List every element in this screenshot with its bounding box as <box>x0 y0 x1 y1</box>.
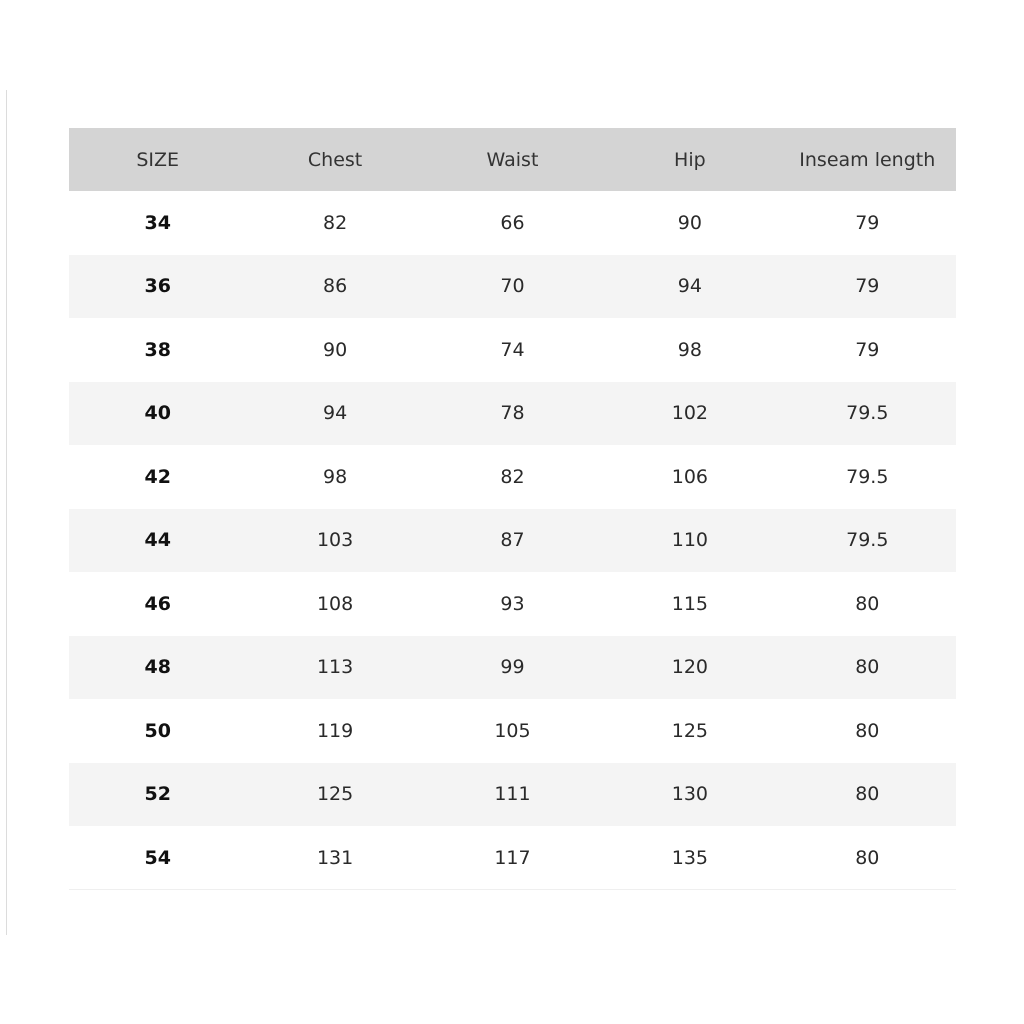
table-row <box>69 699 956 763</box>
table-row <box>69 191 956 255</box>
cell-chest: 108 <box>316 592 354 615</box>
table-row <box>69 826 956 890</box>
table-row <box>69 636 956 700</box>
cell-chest: 82 <box>322 211 348 234</box>
cell-size: 36 <box>144 275 171 298</box>
column-header-hip: Hip <box>674 148 706 171</box>
cell-chest: 119 <box>316 719 354 742</box>
cell-inseam-length: 79.5 <box>846 529 889 552</box>
table-row <box>69 509 956 573</box>
cell-chest: 98 <box>322 465 348 488</box>
size-chart-table <box>69 128 956 890</box>
cell-size: 42 <box>144 465 171 488</box>
cell-inseam-length: 80 <box>855 846 880 869</box>
cell-waist: 87 <box>500 529 525 552</box>
table-row <box>69 572 956 636</box>
cell-chest: 103 <box>316 529 354 552</box>
cell-size: 46 <box>144 592 171 615</box>
cell-size: 50 <box>144 719 171 742</box>
header-row <box>69 128 956 191</box>
cell-chest: 86 <box>322 275 348 298</box>
cell-hip: 120 <box>671 656 708 679</box>
table-row <box>69 382 956 446</box>
table-row <box>69 763 956 827</box>
cell-size: 34 <box>144 211 171 234</box>
table-row <box>69 445 956 509</box>
cell-waist: 78 <box>500 402 525 425</box>
cell-waist: 70 <box>500 275 525 298</box>
cell-size: 54 <box>144 846 171 869</box>
cell-inseam-length: 80 <box>855 783 880 806</box>
cell-waist: 82 <box>500 465 525 488</box>
cell-waist: 74 <box>500 338 525 361</box>
cell-hip: 106 <box>671 465 708 488</box>
cell-waist: 99 <box>500 656 525 679</box>
cell-inseam-length: 79.5 <box>846 465 889 488</box>
cell-chest: 94 <box>322 402 348 425</box>
cell-hip: 94 <box>677 275 702 298</box>
cell-size: 38 <box>144 338 171 361</box>
cell-hip: 98 <box>677 338 702 361</box>
cell-size: 48 <box>144 656 171 679</box>
cell-hip: 125 <box>671 719 708 742</box>
cell-hip: 102 <box>671 402 708 425</box>
cell-size: 40 <box>144 402 171 425</box>
column-header-inseam-length: Inseam length <box>799 148 936 171</box>
cell-chest: 90 <box>322 338 348 361</box>
table-row <box>69 255 956 319</box>
cell-size: 52 <box>144 783 171 806</box>
table-header <box>69 128 956 191</box>
cell-hip: 130 <box>671 783 708 806</box>
cell-waist: 111 <box>494 783 531 806</box>
cell-chest: 125 <box>316 783 354 806</box>
cell-chest: 113 <box>316 656 354 679</box>
cell-hip: 90 <box>677 211 702 234</box>
column-header-chest: Chest <box>307 148 363 171</box>
cell-inseam-length: 80 <box>855 656 880 679</box>
cell-inseam-length: 79.5 <box>846 402 889 425</box>
cell-inseam-length: 80 <box>855 719 880 742</box>
cell-hip: 135 <box>671 846 708 869</box>
table-body <box>69 191 956 890</box>
column-header-waist: Waist <box>486 148 539 171</box>
cell-hip: 110 <box>671 529 708 552</box>
cell-inseam-length: 79 <box>855 338 880 361</box>
cell-inseam-length: 80 <box>855 592 880 615</box>
cell-hip: 115 <box>671 592 708 615</box>
cell-size: 44 <box>144 529 171 552</box>
cell-waist: 105 <box>494 719 531 742</box>
table-row <box>69 318 956 382</box>
cell-waist: 93 <box>500 592 525 615</box>
cell-waist: 117 <box>494 846 531 869</box>
cell-inseam-length: 79 <box>855 211 880 234</box>
cell-chest: 131 <box>316 846 354 869</box>
cell-inseam-length: 79 <box>855 275 880 298</box>
left-divider <box>6 90 7 935</box>
column-header-size: SIZE <box>136 148 180 171</box>
cell-waist: 66 <box>500 211 525 234</box>
